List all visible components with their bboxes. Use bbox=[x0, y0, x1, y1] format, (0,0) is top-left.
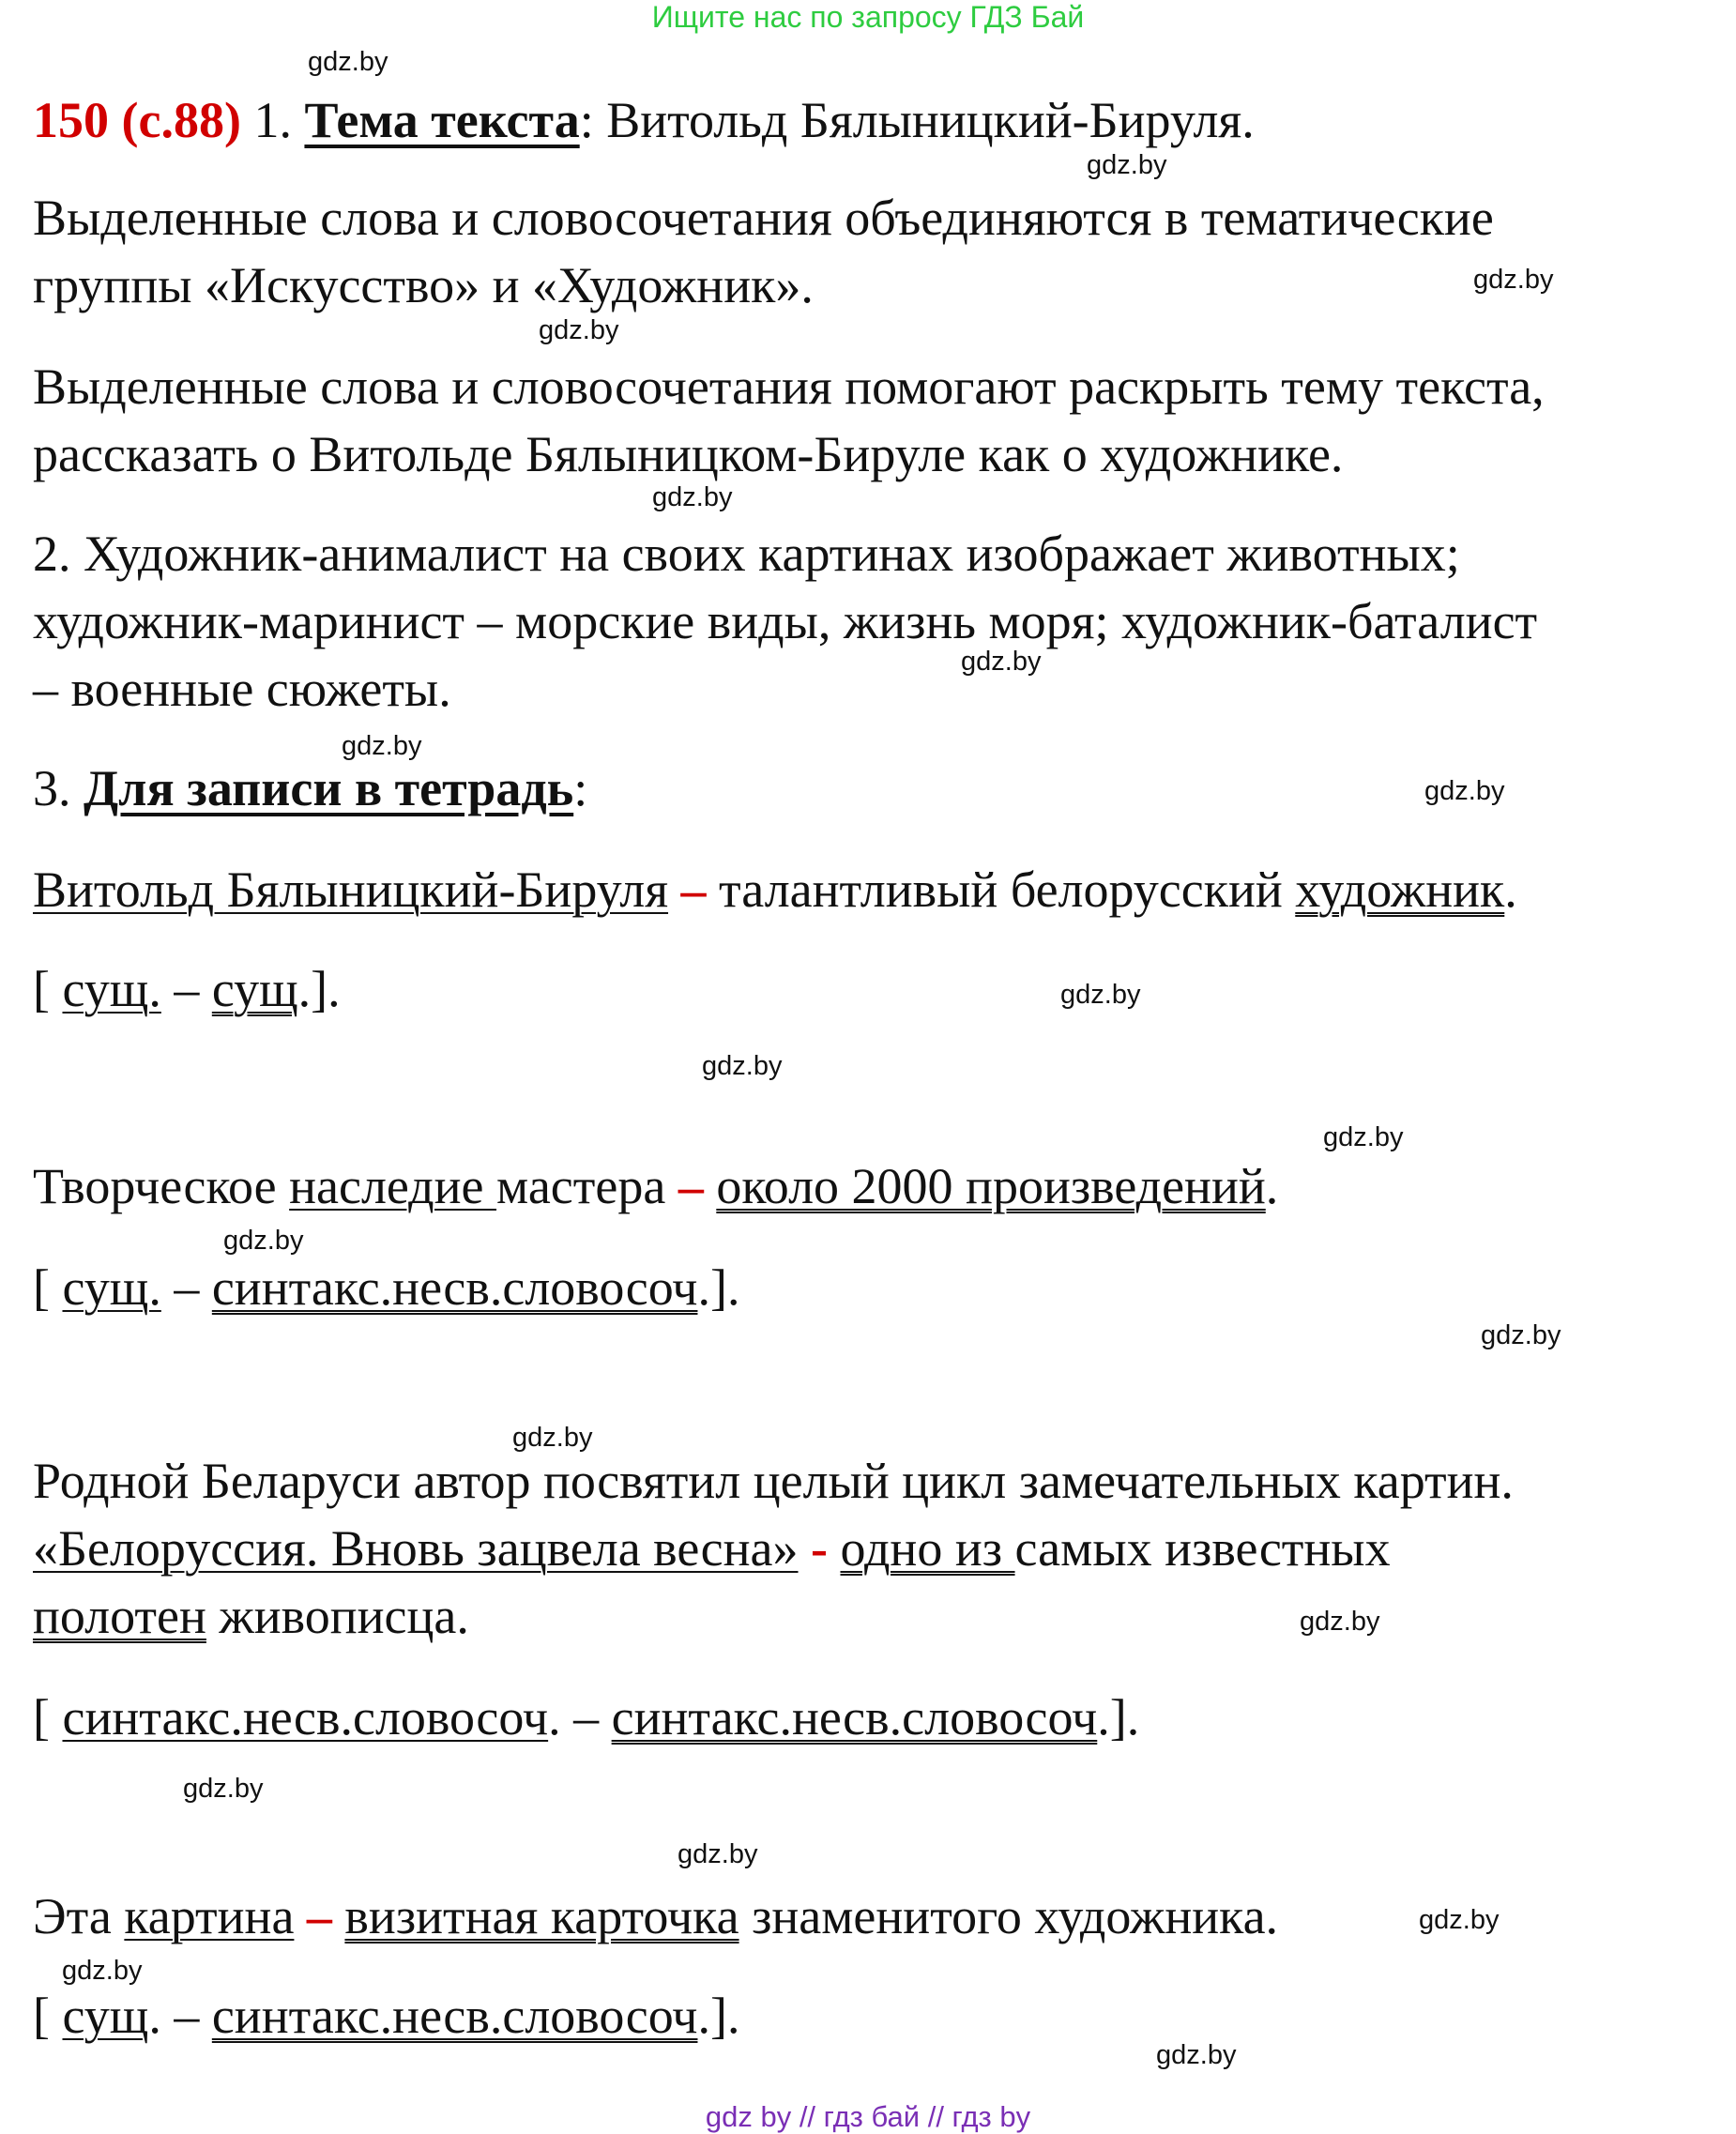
colon: : bbox=[573, 760, 588, 816]
bracket: [ bbox=[33, 1988, 63, 2044]
watermark: gdz.by bbox=[1087, 150, 1167, 180]
paragraph-line: Родной Беларуси автор посвятил целый цикл замечательных картин. bbox=[33, 1453, 1514, 1509]
subject: наследие bbox=[289, 1158, 497, 1214]
notebook-heading bbox=[33, 758, 587, 818]
watermark: gdz.by bbox=[1473, 265, 1554, 295]
bracket: [ bbox=[33, 1689, 63, 1745]
predicate: одно из bbox=[840, 1520, 1015, 1577]
sentence-3 bbox=[33, 1518, 1391, 1578]
sentence-3-cont bbox=[33, 1586, 469, 1646]
watermark: gdz.by bbox=[62, 1956, 143, 1986]
dash: – bbox=[294, 1888, 345, 1944]
sentence-4 bbox=[33, 1886, 1278, 1946]
footer-links[interactable]: gdz by // гдз бай // гдз by bbox=[705, 2100, 1031, 2133]
watermark: gdz.by bbox=[308, 47, 388, 77]
dash: - bbox=[798, 1520, 841, 1577]
paragraph-line: – военные сюжеты. bbox=[33, 661, 451, 717]
text: . bbox=[1265, 1158, 1279, 1214]
watermark: gdz.by bbox=[1300, 1607, 1380, 1637]
paragraph-line: художник-маринист – морские виды, жизнь моря; художник-баталист bbox=[33, 593, 1538, 649]
text: Творческое bbox=[33, 1158, 290, 1214]
topic-label: Тема текста bbox=[304, 92, 580, 148]
watermark: gdz.by bbox=[1481, 1320, 1561, 1350]
watermark: gdz.by bbox=[961, 647, 1042, 677]
predicate: художник bbox=[1295, 861, 1505, 918]
paragraph-line: группы «Искусство» и «Художник». bbox=[33, 257, 814, 313]
watermark: gdz.by bbox=[1060, 980, 1141, 1010]
text: живописца. bbox=[206, 1588, 469, 1644]
text: Эта bbox=[33, 1888, 125, 1944]
predicate: полотен bbox=[33, 1588, 206, 1644]
scheme-2 bbox=[33, 1258, 739, 1318]
watermark: gdz.by bbox=[702, 1051, 783, 1081]
paragraph-line: 2. Художник-анималист на своих картинах изображает животных; bbox=[33, 526, 1460, 582]
task-number: 150 (с.88) bbox=[33, 92, 241, 148]
scheme-predicate: синтакс.несв.словосоч bbox=[211, 1988, 698, 2044]
sentence-2 bbox=[33, 1156, 1278, 1216]
scheme-subject: сущ. bbox=[62, 961, 161, 1017]
paragraph-line: Выделенные слова и словосочетания объединяются в тематические bbox=[33, 190, 1494, 246]
scheme-predicate: синтакс.несв.словосоч bbox=[211, 1259, 698, 1316]
dash: – bbox=[668, 861, 720, 918]
paragraph-line: Выделенные слова и словосочетания помогают раскрыть тему текста, bbox=[33, 358, 1545, 415]
scheme-4 bbox=[33, 1986, 739, 2046]
text: знаменитого художника. bbox=[739, 1888, 1279, 1944]
bracket: .]. bbox=[697, 1259, 740, 1316]
scheme-subject: сущ. bbox=[62, 1259, 161, 1316]
watermark: gdz.by bbox=[512, 1423, 593, 1453]
watermark: gdz.by bbox=[1323, 1122, 1404, 1152]
text: мастера bbox=[496, 1158, 666, 1214]
bracket: .]. bbox=[697, 1988, 740, 2044]
watermark: gdz.by bbox=[342, 731, 422, 761]
scheme-1 bbox=[33, 959, 341, 1019]
watermark: gdz.by bbox=[183, 1774, 264, 1804]
bracket: [ bbox=[33, 1259, 63, 1316]
watermark: gdz.by bbox=[1419, 1905, 1500, 1935]
subject: «Белоруссия. Вновь зацвела весна» bbox=[33, 1520, 799, 1577]
scheme-predicate: синтакс.несв.словосоч bbox=[611, 1689, 1098, 1745]
text: . bbox=[1504, 861, 1517, 918]
task-heading bbox=[33, 90, 1255, 150]
watermark: gdz.by bbox=[539, 315, 619, 345]
scheme-3 bbox=[33, 1687, 1139, 1747]
sentence-1 bbox=[33, 860, 1517, 920]
topic-text: : Витольд Бялыницкий-Бируля. bbox=[579, 92, 1255, 148]
scheme-predicate: сущ bbox=[211, 961, 298, 1017]
watermark: gdz.by bbox=[223, 1226, 304, 1256]
item-number: 3. bbox=[33, 760, 84, 816]
scheme-subject: сущ bbox=[62, 1988, 149, 2044]
scheme-dash: – bbox=[160, 1259, 212, 1316]
watermark: gdz.by bbox=[1424, 776, 1505, 806]
search-banner: Ищите нас по запросу ГДЗ Бай bbox=[651, 0, 1085, 34]
watermark: gdz.by bbox=[1156, 2040, 1237, 2070]
subject: картина bbox=[124, 1888, 295, 1944]
dash: – bbox=[665, 1158, 717, 1214]
predicate: около 2000 произведений bbox=[716, 1158, 1266, 1214]
scheme-dash: – bbox=[160, 961, 212, 1017]
predicate: визитная карточка bbox=[344, 1888, 739, 1944]
text: самых известных bbox=[1014, 1520, 1391, 1577]
scheme-dash: . – bbox=[148, 1988, 212, 2044]
text: талантливый белорусский bbox=[719, 861, 1296, 918]
bracket: [ bbox=[33, 961, 63, 1017]
watermark: gdz.by bbox=[652, 482, 733, 512]
subject: Витольд Бялыницкий-Бируля bbox=[33, 861, 669, 918]
bracket: .]. bbox=[1097, 1689, 1140, 1745]
watermark: gdz.by bbox=[678, 1839, 758, 1869]
scheme-subject: синтакс.несв.словосоч bbox=[62, 1689, 549, 1745]
item-number: 1. bbox=[240, 92, 305, 148]
bracket: .]. bbox=[297, 961, 341, 1017]
scheme-dash: . – bbox=[548, 1689, 612, 1745]
notebook-label: Для записи в тетрадь bbox=[84, 760, 574, 816]
paragraph-line: рассказать о Витольде Бялыницком-Бируле как о художнике. bbox=[33, 426, 1344, 482]
